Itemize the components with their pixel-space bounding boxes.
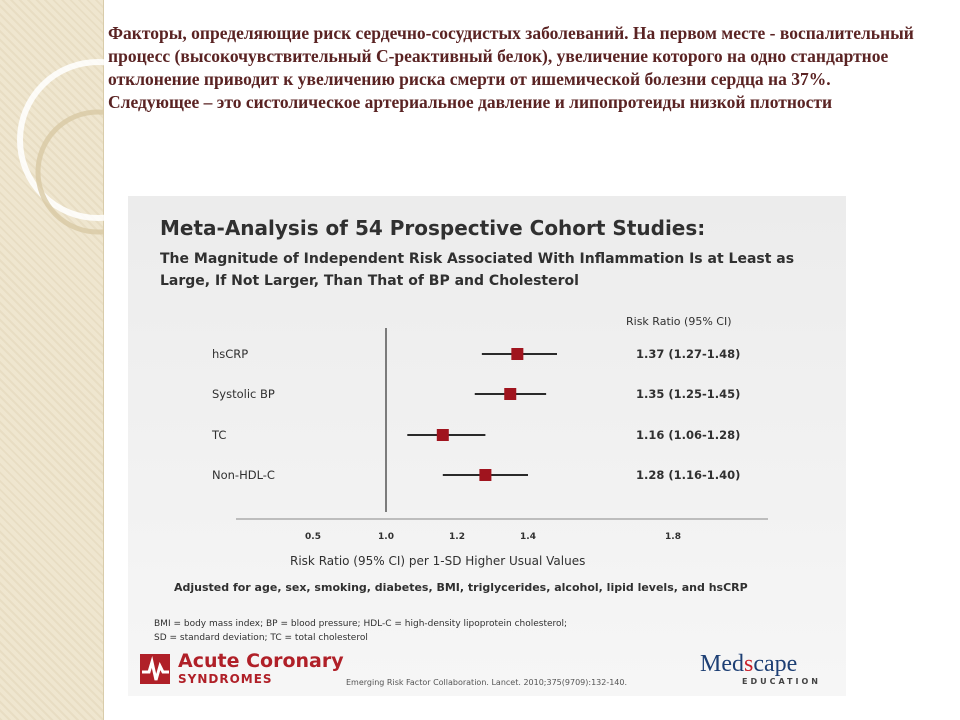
ci-column-header: Risk Ratio (95% CI) <box>626 315 732 328</box>
row-label: TC <box>212 428 227 442</box>
ci-value-label: 1.28 (1.16-1.40) <box>636 468 741 482</box>
ci-value-label: 1.37 (1.27-1.48) <box>636 347 741 361</box>
row-label: hsCRP <box>212 347 249 361</box>
heading-paragraph-1: Факторы, определяющие риск сердечно-сосудистых заболеваний. На первом месте - воспалительный процесс (высокочувствительный С-реактивный белок), увеличение которого на одно стандартное отклонение приводит к увеличению риска смерти от ишемической болезни сердца на 37%. <box>108 23 914 89</box>
medscape-education-logo <box>700 651 830 691</box>
ci-value-label: 1.35 (1.25-1.45) <box>636 387 741 401</box>
row-label: Non-HDL-C <box>212 468 275 482</box>
abbreviations-note <box>154 617 754 645</box>
row-label: Systolic BP <box>212 387 275 401</box>
chart-subtitle: The Magnitude of Independent Risk Associated With Inflammation Is at Least as Large, If Not Larger, Than That of BP and Cholesterol <box>160 251 795 289</box>
x-tick-label: 1.8 <box>665 532 681 542</box>
medscape-wordmark <box>700 651 797 678</box>
x-tick-label: 1.4 <box>520 532 536 542</box>
point-estimate-marker <box>504 388 516 400</box>
abbreviations-line-2: SD = standard deviation; TC = total cholesterol <box>154 633 368 643</box>
medscape-highlight: s <box>744 651 754 677</box>
acs-logo-line-2: SYNDROMES <box>178 672 273 686</box>
acs-logo-line-1: Acute Coronary <box>178 650 344 672</box>
abbreviations-line-1: BMI = body mass index; BP = blood pressure; HDL-C = high-density lipoprotein cholesterol; <box>154 619 568 629</box>
medscape-prefix: Med <box>700 651 744 677</box>
slide-heading <box>108 22 940 114</box>
x-tick-label: 1.0 <box>378 532 394 542</box>
decorative-side-strip <box>0 0 104 720</box>
citation: Emerging Risk Factor Collaboration. Lancet. 2010;375(9709):132-140. <box>346 678 628 687</box>
acute-coronary-syndromes-logo <box>138 650 348 690</box>
point-estimate-marker <box>511 348 523 360</box>
medscape-suffix: cape <box>753 651 798 677</box>
x-tick-label: 0.5 <box>305 532 321 542</box>
forest-plot <box>128 196 846 576</box>
heading-paragraph-2: Следующее – это систолическое артериальное давление и липопротеиды низкой плотности <box>108 92 833 112</box>
point-estimate-marker <box>437 429 449 441</box>
x-tick-label: 1.2 <box>449 532 465 542</box>
x-axis-label: Risk Ratio (95% CI) per 1-SD Higher Usual Values <box>290 554 586 568</box>
acs-logo-mark-icon <box>138 652 172 686</box>
decorative-rings <box>0 0 104 720</box>
chart-slide <box>128 196 846 696</box>
ci-value-label: 1.16 (1.06-1.28) <box>636 428 741 442</box>
adjustment-note: Adjusted for age, sex, smoking, diabetes, BMI, triglycerides, alcohol, lipid levels, and hsCRP <box>174 581 748 594</box>
chart-title: Meta-Analysis of 54 Prospective Cohort Studies: <box>160 216 706 240</box>
medscape-subtitle: EDUCATION <box>742 677 821 686</box>
point-estimate-marker <box>479 469 491 481</box>
